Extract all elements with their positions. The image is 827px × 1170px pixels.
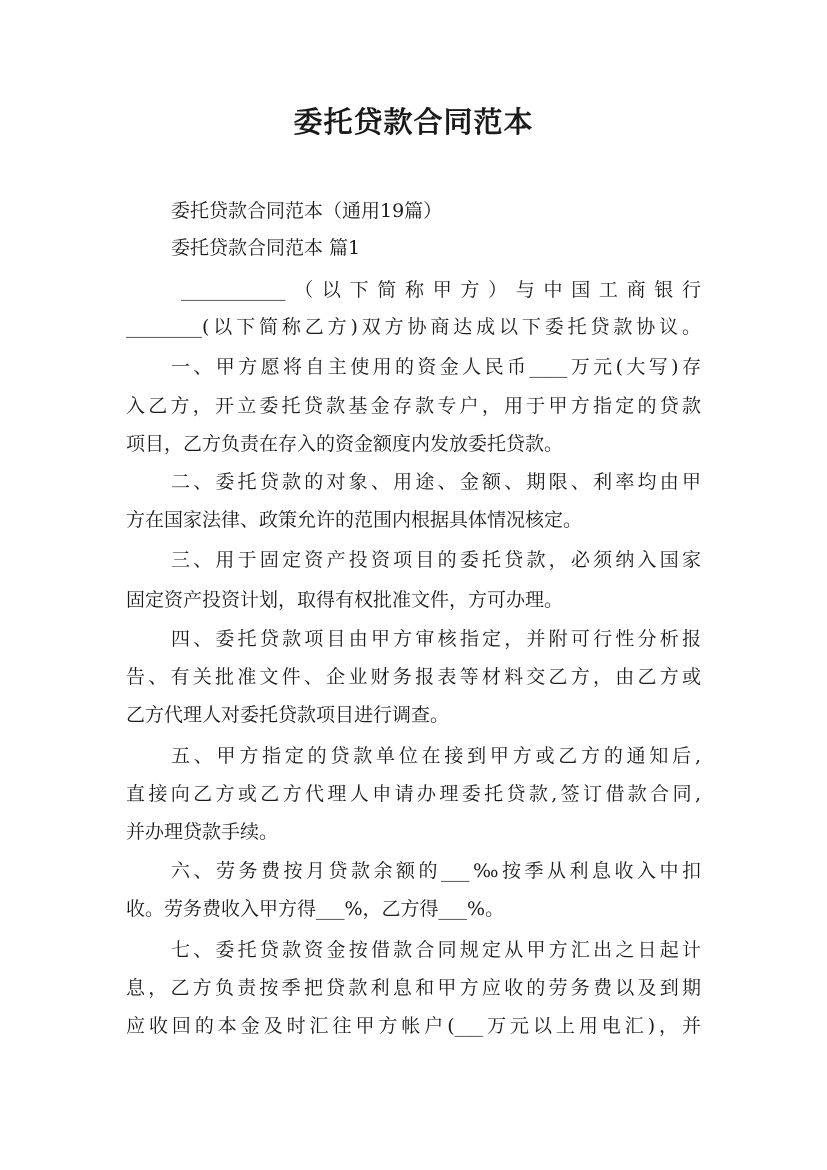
document-title: 委托贷款合同范本 — [293, 105, 534, 139]
subtitle-line: 委托贷款合同范本（通用19篇） — [171, 200, 443, 222]
paragraph-line: 乙方代理人对委托贷款项目进行调查。 — [126, 704, 450, 726]
paragraph-line: ___________（以下简称甲方）与中国工商银行 — [181, 279, 701, 301]
paragraph-line: 四、委托贷款项目由甲方审核指定，并附可行性分析报 — [171, 628, 701, 650]
paragraph-line: 一、甲方愿将自主使用的资金人民币____万元(大写)存 — [171, 356, 701, 378]
paragraph-line: 六、劳务费按月贷款余额的___‰按季从利息收入中扣 — [171, 860, 701, 882]
paragraph-line: 并办理贷款手续。 — [126, 821, 279, 843]
paragraph-line: ________(以下简称乙方)双方协商达成以下委托贷款协议。 — [126, 316, 701, 338]
paragraph-line: 二、委托贷款的对象、用途、金额、期限、利率均由甲 — [171, 471, 701, 493]
paragraph-line: 收。劳务费收入甲方得___%，乙方得___%。 — [126, 898, 505, 920]
section-heading: 委托贷款合同范本 篇1 — [171, 237, 361, 259]
paragraph-line: 直接向乙方或乙方代理人申请办理委托贷款,签订借款合同, — [126, 783, 701, 805]
paragraph-line: 应收回的本金及时汇往甲方帐户(___万元以上用电汇)，并 — [126, 1015, 701, 1037]
paragraph-line: 息，乙方负责按季把贷款利息和甲方应收的劳务费以及到期 — [126, 977, 701, 999]
paragraph-line: 三、用于固定资产投资项目的委托贷款，必须纳入国家 — [171, 549, 701, 571]
paragraph-line: 五、甲方指定的贷款单位在接到甲方或乙方的通知后, — [171, 745, 701, 767]
paragraph-line: 方在国家法律、政策允许的范围内根据具体情况核定。 — [126, 509, 583, 531]
paragraph-line: 项目，乙方负责在存入的资金额度内发放委托贷款。 — [126, 433, 564, 455]
paragraph-line: 七、委托贷款资金按借款合同规定从甲方汇出之日起计 — [171, 939, 701, 961]
paragraph-line: 入乙方，开立委托贷款基金存款专户，用于甲方指定的贷款 — [126, 395, 701, 417]
paragraph-line: 告、有关批准文件、企业财务报表等材料交乙方，由乙方或 — [126, 666, 701, 688]
paragraph-line: 固定资产投资计划，取得有权批准文件，方可办理。 — [126, 589, 564, 611]
